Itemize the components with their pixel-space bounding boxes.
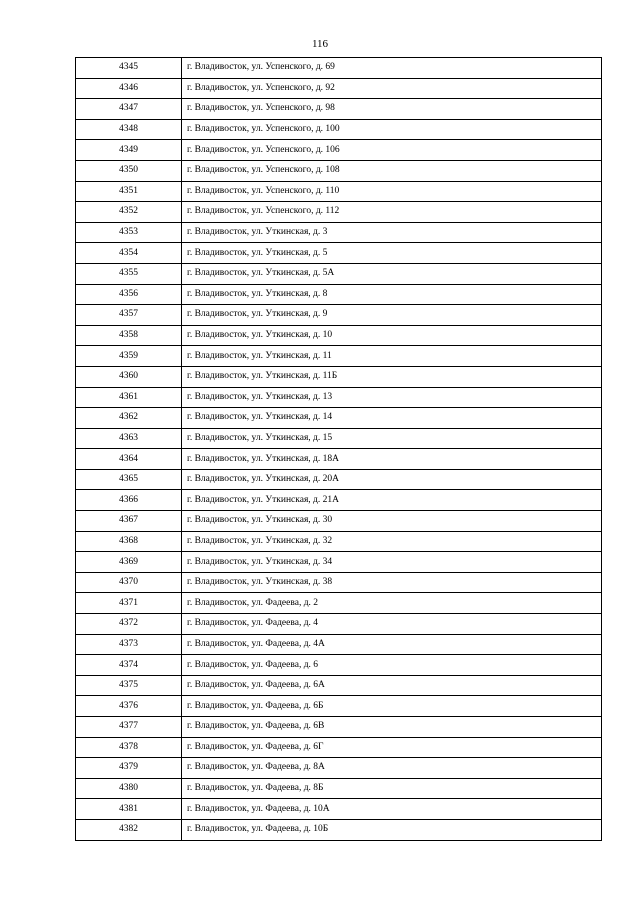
table-row bbox=[76, 160, 602, 181]
table-row bbox=[76, 552, 602, 573]
table-row bbox=[76, 222, 602, 243]
table-row bbox=[76, 531, 602, 552]
row-number-cell: 4368 bbox=[76, 531, 182, 552]
row-number-cell: 4361 bbox=[76, 387, 182, 408]
address-cell: г. Владивосток, ул. Уткинская, д. 21А bbox=[182, 490, 602, 511]
table-row bbox=[76, 490, 602, 511]
table-row bbox=[76, 614, 602, 635]
address-cell: г. Владивосток, ул. Успенского, д. 110 bbox=[182, 181, 602, 202]
table-row bbox=[76, 737, 602, 758]
row-number-cell: 4364 bbox=[76, 449, 182, 470]
row-number-cell: 4378 bbox=[76, 737, 182, 758]
address-cell: г. Владивосток, ул. Уткинская, д. 15 bbox=[182, 428, 602, 449]
address-cell: г. Владивосток, ул. Успенского, д. 92 bbox=[182, 78, 602, 99]
row-number-cell: 4363 bbox=[76, 428, 182, 449]
address-cell: г. Владивосток, ул. Уткинская, д. 10 bbox=[182, 325, 602, 346]
address-cell: г. Владивосток, ул. Успенского, д. 100 bbox=[182, 119, 602, 140]
address-cell: г. Владивосток, ул. Фадеева, д. 2 bbox=[182, 593, 602, 614]
address-cell: г. Владивосток, ул. Успенского, д. 108 bbox=[182, 160, 602, 181]
address-cell: г. Владивосток, ул. Уткинская, д. 11 bbox=[182, 346, 602, 367]
table-row bbox=[76, 325, 602, 346]
row-number-cell: 4358 bbox=[76, 325, 182, 346]
table-row bbox=[76, 263, 602, 284]
address-cell: г. Владивосток, ул. Фадеева, д. 8Б bbox=[182, 778, 602, 799]
table-row bbox=[76, 181, 602, 202]
address-cell: г. Владивосток, ул. Уткинская, д. 8 bbox=[182, 284, 602, 305]
address-cell: г. Владивосток, ул. Фадеева, д. 8А bbox=[182, 758, 602, 779]
row-number-cell: 4381 bbox=[76, 799, 182, 820]
address-cell: г. Владивосток, ул. Уткинская, д. 5А bbox=[182, 263, 602, 284]
table-row bbox=[76, 572, 602, 593]
address-cell: г. Владивосток, ул. Фадеева, д. 10Б bbox=[182, 819, 602, 840]
address-cell: г. Владивосток, ул. Успенского, д. 112 bbox=[182, 202, 602, 223]
address-cell: г. Владивосток, ул. Фадеева, д. 6В bbox=[182, 717, 602, 738]
row-number-cell: 4356 bbox=[76, 284, 182, 305]
table-body bbox=[76, 58, 602, 841]
address-cell: г. Владивосток, ул. Уткинская, д. 20А bbox=[182, 469, 602, 490]
address-cell: г. Владивосток, ул. Уткинская, д. 13 bbox=[182, 387, 602, 408]
page-number: 116 bbox=[311, 38, 329, 50]
table-row bbox=[76, 99, 602, 120]
table-row bbox=[76, 675, 602, 696]
table-row bbox=[76, 634, 602, 655]
address-cell: г. Владивосток, ул. Уткинская, д. 9 bbox=[182, 305, 602, 326]
row-number-cell: 4365 bbox=[76, 469, 182, 490]
address-cell: г. Владивосток, ул. Фадеева, д. 6 bbox=[182, 655, 602, 676]
table-row bbox=[76, 593, 602, 614]
address-cell: г. Владивосток, ул. Фадеева, д. 6А bbox=[182, 675, 602, 696]
row-number-cell: 4366 bbox=[76, 490, 182, 511]
row-number-cell: 4372 bbox=[76, 614, 182, 635]
address-cell: г. Владивосток, ул. Уткинская, д. 38 bbox=[182, 572, 602, 593]
address-cell: г. Владивосток, ул. Успенского, д. 69 bbox=[182, 58, 602, 79]
address-cell: г. Владивосток, ул. Уткинская, д. 30 bbox=[182, 511, 602, 532]
row-number-cell: 4350 bbox=[76, 160, 182, 181]
table-row bbox=[76, 408, 602, 429]
address-table bbox=[75, 57, 602, 841]
table-row bbox=[76, 655, 602, 676]
address-cell: г. Владивосток, ул. Фадеева, д. 6Б bbox=[182, 696, 602, 717]
row-number-cell: 4371 bbox=[76, 593, 182, 614]
row-number-cell: 4352 bbox=[76, 202, 182, 223]
table-row bbox=[76, 140, 602, 161]
table-row bbox=[76, 511, 602, 532]
row-number-cell: 4347 bbox=[76, 99, 182, 120]
row-number-cell: 4354 bbox=[76, 243, 182, 264]
address-cell: г. Владивосток, ул. Успенского, д. 106 bbox=[182, 140, 602, 161]
table-row bbox=[76, 819, 602, 840]
table-row bbox=[76, 119, 602, 140]
address-cell: г. Владивосток, ул. Фадеева, д. 4 bbox=[182, 614, 602, 635]
table-row bbox=[76, 696, 602, 717]
row-number-cell: 4360 bbox=[76, 366, 182, 387]
row-number-cell: 4380 bbox=[76, 778, 182, 799]
row-number-cell: 4351 bbox=[76, 181, 182, 202]
row-number-cell: 4348 bbox=[76, 119, 182, 140]
table-row bbox=[76, 58, 602, 79]
address-cell: г. Владивосток, ул. Фадеева, д. 10А bbox=[182, 799, 602, 820]
row-number-cell: 4345 bbox=[76, 58, 182, 79]
row-number-cell: 4353 bbox=[76, 222, 182, 243]
table-row bbox=[76, 387, 602, 408]
table-row bbox=[76, 202, 602, 223]
row-number-cell: 4359 bbox=[76, 346, 182, 367]
table-row bbox=[76, 305, 602, 326]
table-row bbox=[76, 78, 602, 99]
row-number-cell: 4355 bbox=[76, 263, 182, 284]
row-number-cell: 4379 bbox=[76, 758, 182, 779]
table-row bbox=[76, 778, 602, 799]
table-row bbox=[76, 428, 602, 449]
row-number-cell: 4377 bbox=[76, 717, 182, 738]
table-row bbox=[76, 449, 602, 470]
table-row bbox=[76, 758, 602, 779]
address-cell: г. Владивосток, ул. Уткинская, д. 5 bbox=[182, 243, 602, 264]
address-cell: г. Владивосток, ул. Уткинская, д. 18А bbox=[182, 449, 602, 470]
address-cell: г. Владивосток, ул. Успенского, д. 98 bbox=[182, 99, 602, 120]
address-cell: г. Владивосток, ул. Уткинская, д. 3 bbox=[182, 222, 602, 243]
row-number-cell: 4373 bbox=[76, 634, 182, 655]
address-cell: г. Владивосток, ул. Уткинская, д. 11Б bbox=[182, 366, 602, 387]
table-row bbox=[76, 284, 602, 305]
row-number-cell: 4374 bbox=[76, 655, 182, 676]
row-number-cell: 4375 bbox=[76, 675, 182, 696]
row-number-cell: 4367 bbox=[76, 511, 182, 532]
row-number-cell: 4376 bbox=[76, 696, 182, 717]
row-number-cell: 4370 bbox=[76, 572, 182, 593]
address-cell: г. Владивосток, ул. Уткинская, д. 14 bbox=[182, 408, 602, 429]
address-cell: г. Владивосток, ул. Уткинская, д. 32 bbox=[182, 531, 602, 552]
table-row bbox=[76, 366, 602, 387]
row-number-cell: 4369 bbox=[76, 552, 182, 573]
address-cell: г. Владивосток, ул. Фадеева, д. 6Г bbox=[182, 737, 602, 758]
row-number-cell: 4349 bbox=[76, 140, 182, 161]
table-row bbox=[76, 799, 602, 820]
table-row bbox=[76, 346, 602, 367]
row-number-cell: 4382 bbox=[76, 819, 182, 840]
row-number-cell: 4346 bbox=[76, 78, 182, 99]
address-cell: г. Владивосток, ул. Фадеева, д. 4А bbox=[182, 634, 602, 655]
row-number-cell: 4362 bbox=[76, 408, 182, 429]
table-row bbox=[76, 717, 602, 738]
address-cell: г. Владивосток, ул. Уткинская, д. 34 bbox=[182, 552, 602, 573]
row-number-cell: 4357 bbox=[76, 305, 182, 326]
table-row bbox=[76, 243, 602, 264]
table-row bbox=[76, 469, 602, 490]
